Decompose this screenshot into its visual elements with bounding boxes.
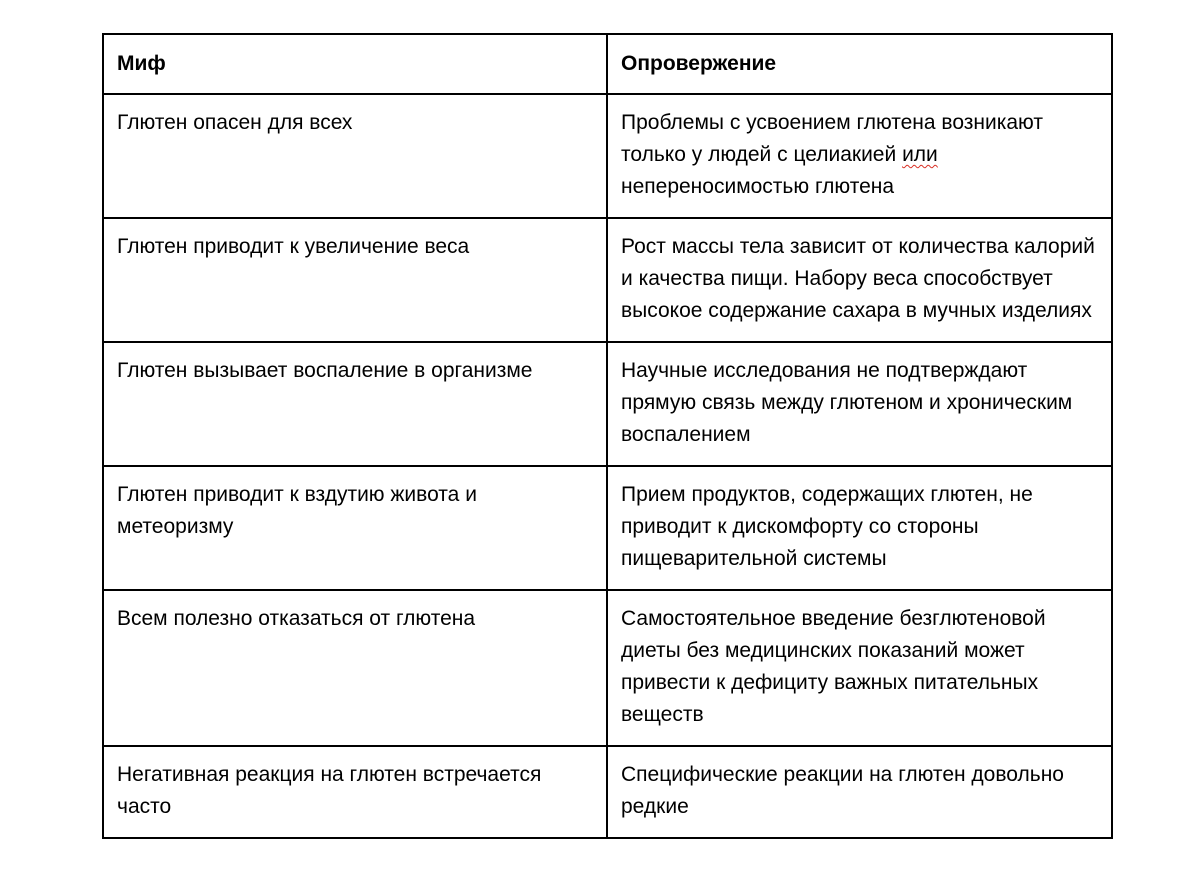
spellcheck-flagged-word[interactable]: или (902, 143, 938, 166)
rebuttal-cell: Самостоятельное введение безглютеновой диеты без медицинских показаний может привести к дефициту важных питательных веществ (607, 590, 1112, 746)
table-row (103, 746, 1112, 838)
myth-cell: Глютен вызывает воспаление в организме (103, 342, 607, 466)
myth-cell: Всем полезно отказаться от глютена (103, 590, 607, 746)
header-rebuttal: Опровержение (607, 34, 1112, 94)
table-row (103, 218, 1112, 342)
myth-cell: Глютен опасен для всех (103, 94, 607, 218)
rebuttal-cell: Рост массы тела зависит от количества калорий и качества пищи. Набору веса способствует высокое содержание сахара в мучных изделиях (607, 218, 1112, 342)
myth-cell: Глютен приводит к вздутию живота и метеоризму (103, 466, 607, 590)
myth-cell: Негативная реакция на глютен встречается часто (103, 746, 607, 838)
rebuttal-text: Проблемы с усвоением глютена возникают только у людей с целиакией (621, 111, 1043, 166)
table-row (103, 466, 1112, 590)
rebuttal-cell: Прием продуктов, содержащих глютен, не приводит к дискомфорту со стороны пищеварительной системы (607, 466, 1112, 590)
table-row (103, 590, 1112, 746)
rebuttal-text: непереносимостью глютена (621, 175, 895, 198)
header-myth: Миф (103, 34, 607, 94)
myth-cell: Глютен приводит к увеличение веса (103, 218, 607, 342)
table-row (103, 342, 1112, 466)
myth-rebuttal-table (102, 33, 1113, 839)
rebuttal-cell: Научные исследования не подтверждают прямую связь между глютеном и хроническим воспалением (607, 342, 1112, 466)
table-row (103, 94, 1112, 218)
rebuttal-cell: Специфические реакции на глютен довольно редкие (607, 746, 1112, 838)
rebuttal-cell (607, 94, 1112, 218)
table-header-row (103, 34, 1112, 94)
